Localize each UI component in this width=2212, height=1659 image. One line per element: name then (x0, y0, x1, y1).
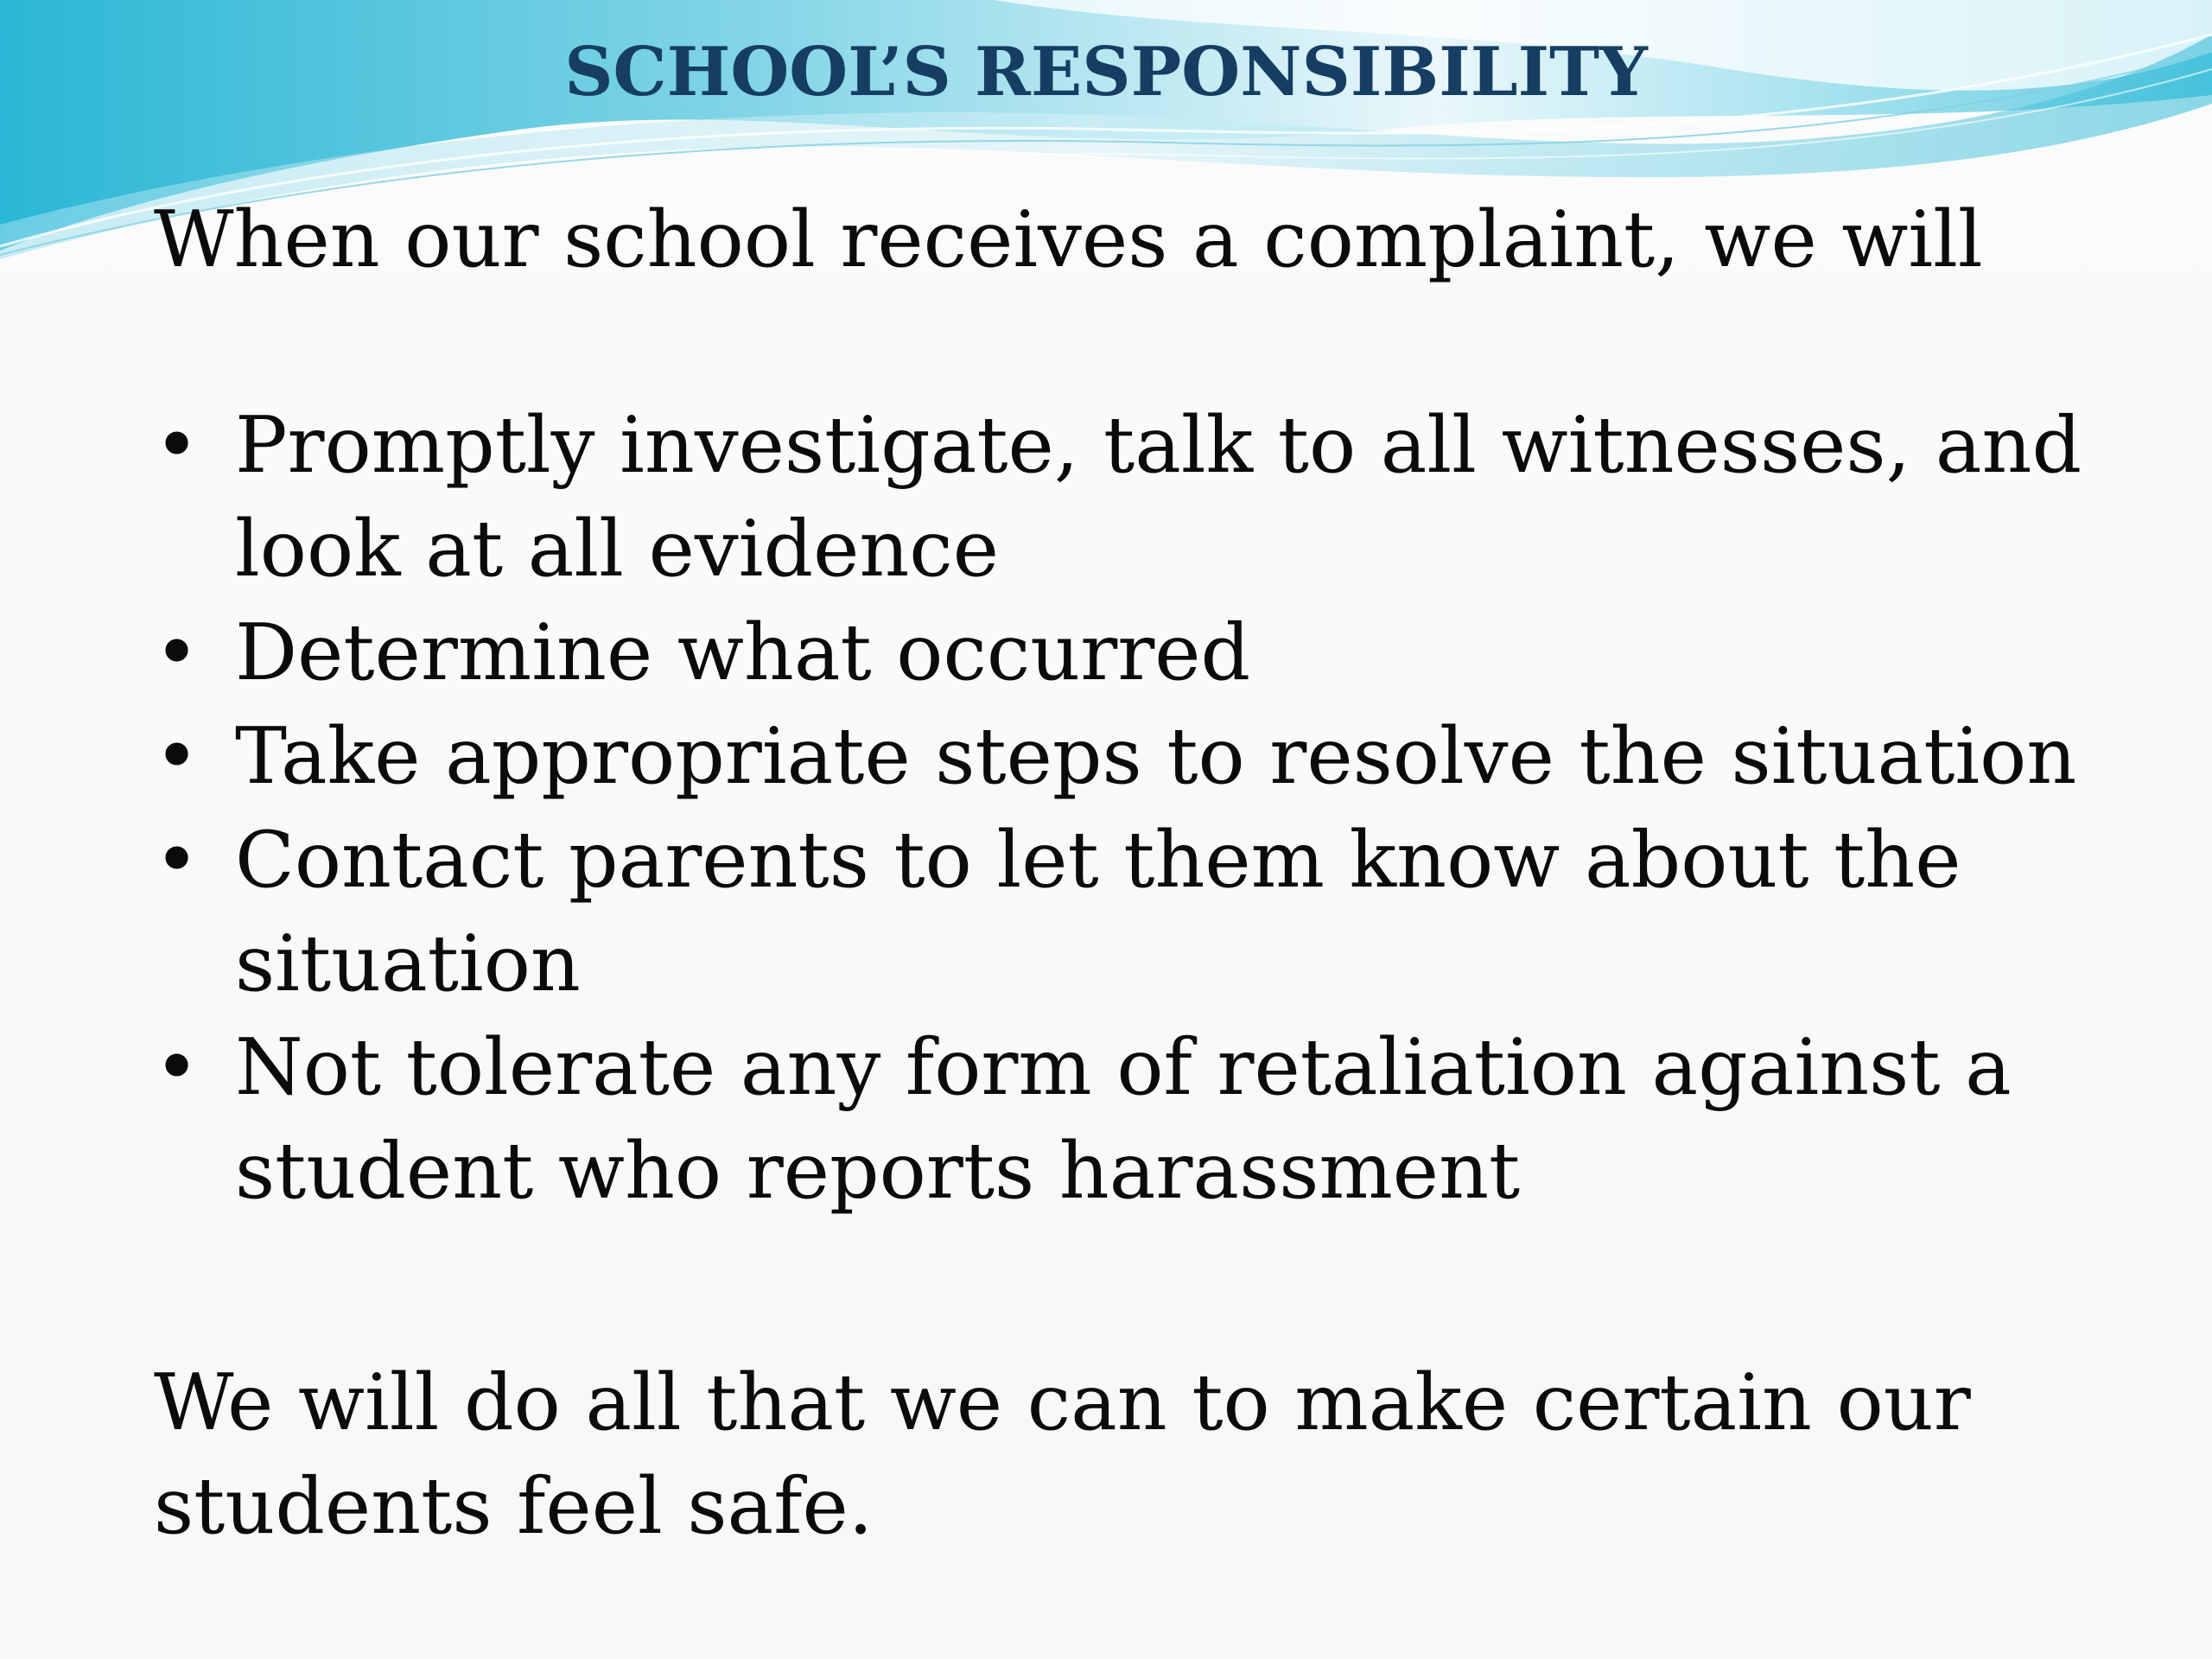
list-item (154, 601, 2141, 705)
list-item (154, 809, 2141, 1016)
list-item (154, 705, 2141, 809)
bullet-icon: • (154, 1022, 200, 1113)
slide-body (154, 188, 2141, 1559)
bullet-icon: • (154, 815, 200, 906)
bullet-text: Contact parents to let them know about the situation (235, 815, 1961, 1009)
intro-text: When our school receives a complaint, we will (154, 194, 1983, 285)
bullet-text: Promptly investigate, talk to all witnesses, and look at all evidence (235, 400, 2082, 594)
slide-title: SCHOOL’S RESPONSIBILITY (564, 33, 1648, 111)
bullet-icon: • (154, 400, 200, 491)
list-item (154, 1016, 2141, 1224)
bullet-list (154, 394, 2141, 1224)
bullet-icon: • (154, 711, 200, 802)
bullet-text: Determine what occurred (235, 607, 1251, 698)
bullet-text: Take appropriate steps to resolve the situation (235, 711, 2077, 802)
bullet-icon: • (154, 607, 200, 698)
list-item (154, 394, 2141, 601)
closing-text: We will do all that we can to make certain our students feel safe. (154, 1357, 1971, 1552)
bullet-text: Not tolerate any form of retaliation against a student who reports harassment (235, 1022, 2012, 1217)
